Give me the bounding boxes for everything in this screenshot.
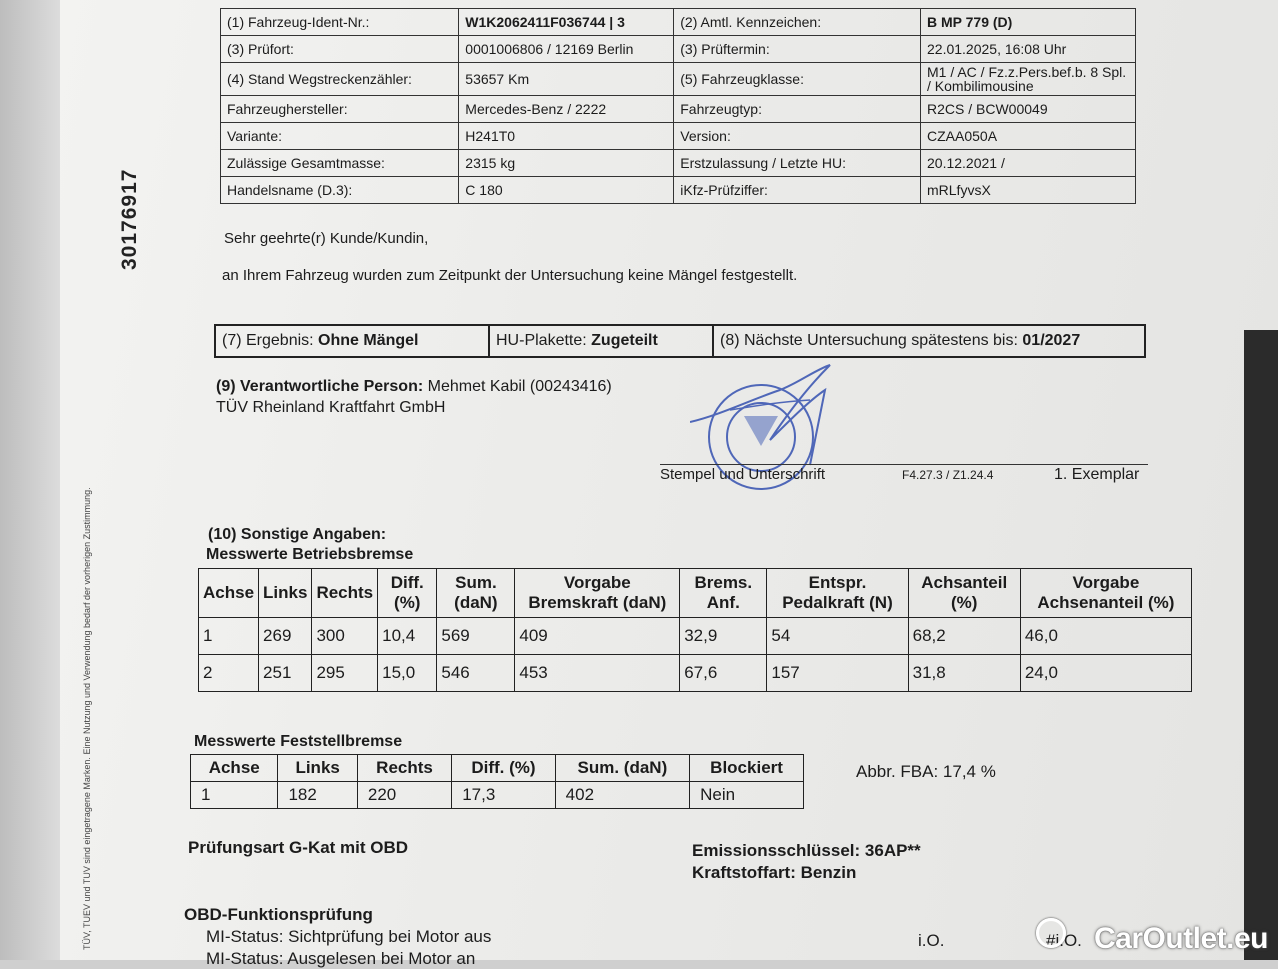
- vehicle-value: CZAA050A: [921, 123, 1136, 150]
- copy-label: 1. Exemplar: [1054, 466, 1140, 483]
- service-brake-cell: 295: [312, 655, 378, 692]
- service-brake-row: [199, 655, 1192, 692]
- signature-icon: [690, 360, 850, 470]
- result-value: Ohne Mängel: [318, 332, 419, 349]
- watermark: CarOutlet.eu: [1093, 922, 1268, 955]
- vehicle-label: iKfz-Prüfziffer:: [674, 177, 921, 204]
- vehicle-label: Erstzulassung / Letzte HU:: [674, 150, 921, 177]
- park-brake-cell: 1: [191, 782, 278, 809]
- vehicle-value: H241T0: [459, 123, 674, 150]
- vehicle-label: Fahrzeughersteller:: [221, 96, 459, 123]
- service-brake-cell: 2: [199, 655, 259, 692]
- result-cell: [215, 325, 489, 357]
- service-brake-cell: 54: [767, 618, 908, 655]
- park-brake-cell: Nein: [690, 782, 804, 809]
- vehicle-label: Zulässige Gesamtmasse:: [221, 150, 459, 177]
- vehicle-row: [221, 150, 1136, 177]
- abbr-fba: Abbr. FBA: 17,4 %: [856, 762, 996, 781]
- test-type: Prüfungsart G-Kat mit OBD: [188, 838, 409, 857]
- service-brake-header: Entspr. Pedalkraft (N): [767, 569, 908, 618]
- park-brake-header: Sum. (daN): [555, 755, 689, 782]
- service-brake-header: Brems. Anf.: [680, 569, 767, 618]
- vehicle-value: R2CS / BCW00049: [921, 96, 1136, 123]
- emission-key: Emissionsschlüssel: 36AP**: [692, 841, 921, 860]
- vehicle-label: Variante:: [221, 123, 459, 150]
- service-brake-cell: 1: [199, 618, 259, 655]
- service-brake-cell: 409: [515, 618, 680, 655]
- service-brake-cell: 157: [767, 655, 908, 692]
- park-brake-header: Links: [278, 755, 357, 782]
- vehicle-label: Handelsname (D.3):: [221, 177, 459, 204]
- service-brake-cell: 32,9: [680, 618, 767, 655]
- result-table: [214, 324, 1146, 358]
- service-brake-cell: 251: [259, 655, 312, 692]
- vehicle-value: 22.01.2025, 16:08 Uhr: [921, 36, 1136, 63]
- vehicle-row: [221, 9, 1136, 36]
- greeting: Sehr geehrte(r) Kunde/Kundin,: [224, 230, 429, 247]
- next-inspection-label: (8) Nächste Untersuchung spätestens bis:: [720, 332, 1018, 349]
- vehicle-value: 53657 Km: [459, 63, 674, 96]
- obd-title: OBD-Funktionsprüfung: [184, 905, 373, 924]
- park-brake-row: [191, 782, 804, 809]
- service-brake-header: Vorgabe Achsenanteil (%): [1020, 569, 1191, 618]
- service-brake-cell: 46,0: [1020, 618, 1191, 655]
- form-code: F4.27.3 / Z1.24.4: [902, 468, 994, 482]
- vehicle-value: W1K2062411F036744 | 3: [459, 9, 674, 36]
- park-brake-header: Diff. (%): [452, 755, 555, 782]
- service-brake-header: Vorgabe Bremskraft (daN): [515, 569, 680, 618]
- vehicle-value: 0001006806 / 12169 Berlin: [459, 36, 674, 63]
- vehicle-label: Version:: [674, 123, 921, 150]
- result-message: an Ihrem Fahrzeug wurden zum Zeitpunkt der Untersuchung keine Mängel festgestellt.: [222, 267, 798, 284]
- park-brake-header: Rechts: [357, 755, 451, 782]
- vehicle-row: [221, 96, 1136, 123]
- vehicle-label: (2) Amtl. Kennzeichen:: [674, 9, 921, 36]
- section-10-title: (10) Sonstige Angaben:: [208, 526, 387, 543]
- result-label: (7) Ergebnis:: [222, 332, 314, 349]
- service-brake-title: Messwerte Betriebsbremse: [206, 546, 414, 563]
- sticker-cell: [489, 325, 713, 357]
- park-brake-cell: 220: [357, 782, 451, 809]
- vehicle-row: [221, 63, 1136, 96]
- page-margin: [0, 0, 60, 960]
- mi-status-visual: MI-Status: Sichtprüfung bei Motor aus: [206, 927, 492, 946]
- sticker-value: Zugeteilt: [591, 332, 658, 349]
- service-brake-cell: 10,4: [378, 618, 437, 655]
- vehicle-data-table: [220, 8, 1136, 204]
- mi-status-read: MI-Status: Ausgelesen bei Motor an: [206, 949, 476, 968]
- vehicle-row: [221, 123, 1136, 150]
- stamp-label: Stempel und Unterschrift: [660, 466, 826, 483]
- service-brake-cell: 24,0: [1020, 655, 1191, 692]
- vehicle-label: (3) Prüftermin:: [674, 36, 921, 63]
- park-brake-cell: 402: [555, 782, 689, 809]
- park-brake-title: Messwerte Feststellbremse: [194, 733, 403, 750]
- vehicle-label: (5) Fahrzeugklasse:: [674, 63, 921, 96]
- vehicle-label: (4) Stand Wegstreckenzähler:: [221, 63, 459, 96]
- person-label: (9) Verantwortliche Person:: [216, 378, 424, 395]
- service-brake-header: Sum. (daN): [437, 569, 515, 618]
- park-brake-header: Achse: [191, 755, 278, 782]
- service-brake-header: Links: [259, 569, 312, 618]
- service-brake-cell: 269: [259, 618, 312, 655]
- service-brake-cell: 453: [515, 655, 680, 692]
- company-name: TÜV Rheinland Kraftfahrt GmbH: [216, 399, 446, 416]
- service-brake-cell: 67,6: [680, 655, 767, 692]
- service-brake-row: [199, 618, 1192, 655]
- vehicle-value: B MP 779 (D): [921, 9, 1136, 36]
- background-edge: [1244, 330, 1278, 960]
- person-name: Mehmet Kabil (00243416): [427, 378, 612, 395]
- park-brake-cell: 182: [278, 782, 357, 809]
- service-brake-header: Diff. (%): [378, 569, 437, 618]
- service-brake-header: Rechts: [312, 569, 378, 618]
- service-brake-table: [198, 568, 1192, 692]
- service-brake-cell: 300: [312, 618, 378, 655]
- vehicle-value: M1 / AC / Fz.z.Pers.bef.b. 8 Spl. / Kombilimousine: [921, 63, 1136, 96]
- sticker-label: HU-Plakette:: [496, 332, 587, 349]
- vehicle-row: [221, 36, 1136, 63]
- watermark-logo-icon: [1036, 918, 1066, 948]
- vehicle-row: [221, 177, 1136, 204]
- fuel-type: Kraftstoffart: Benzin: [692, 863, 857, 882]
- vehicle-label: Fahrzeugtyp:: [674, 96, 921, 123]
- park-brake-header: Blockiert: [690, 755, 804, 782]
- service-brake-header: Achse: [199, 569, 259, 618]
- park-brake-cell: 17,3: [452, 782, 555, 809]
- responsible-person: [216, 376, 612, 418]
- vehicle-label: (1) Fahrzeug-Ident-Nr.:: [221, 9, 459, 36]
- vehicle-value: mRLfyvsX: [921, 177, 1136, 204]
- document-number: 30176917: [118, 168, 141, 270]
- mi-status-visual-result: i.O.: [918, 931, 945, 950]
- signature-line: [660, 464, 1148, 465]
- vehicle-value: 20.12.2021 /: [921, 150, 1136, 177]
- park-brake-table: [190, 754, 804, 809]
- vehicle-label: (3) Prüfort:: [221, 36, 459, 63]
- next-inspection-value: 01/2027: [1022, 332, 1081, 349]
- next-inspection-cell: [713, 325, 1145, 357]
- service-brake-cell: 15,0: [378, 655, 437, 692]
- service-brake-cell: 68,2: [908, 618, 1020, 655]
- service-brake-cell: 31,8: [908, 655, 1020, 692]
- service-brake-header: Achsanteil (%): [908, 569, 1020, 618]
- service-brake-cell: 546: [437, 655, 515, 692]
- mi-status-visual-extra: #i.O.: [1046, 931, 1082, 950]
- trademark-note: TÜV, TUEV und TUV sind eingetragene Marken. Eine Nutzung und Verwendung bedarf der vorherigen Zustimmung.: [82, 487, 92, 950]
- vehicle-value: C 180: [459, 177, 674, 204]
- service-brake-cell: 569: [437, 618, 515, 655]
- vehicle-value: Mercedes-Benz / 2222: [459, 96, 674, 123]
- vehicle-value: 2315 kg: [459, 150, 674, 177]
